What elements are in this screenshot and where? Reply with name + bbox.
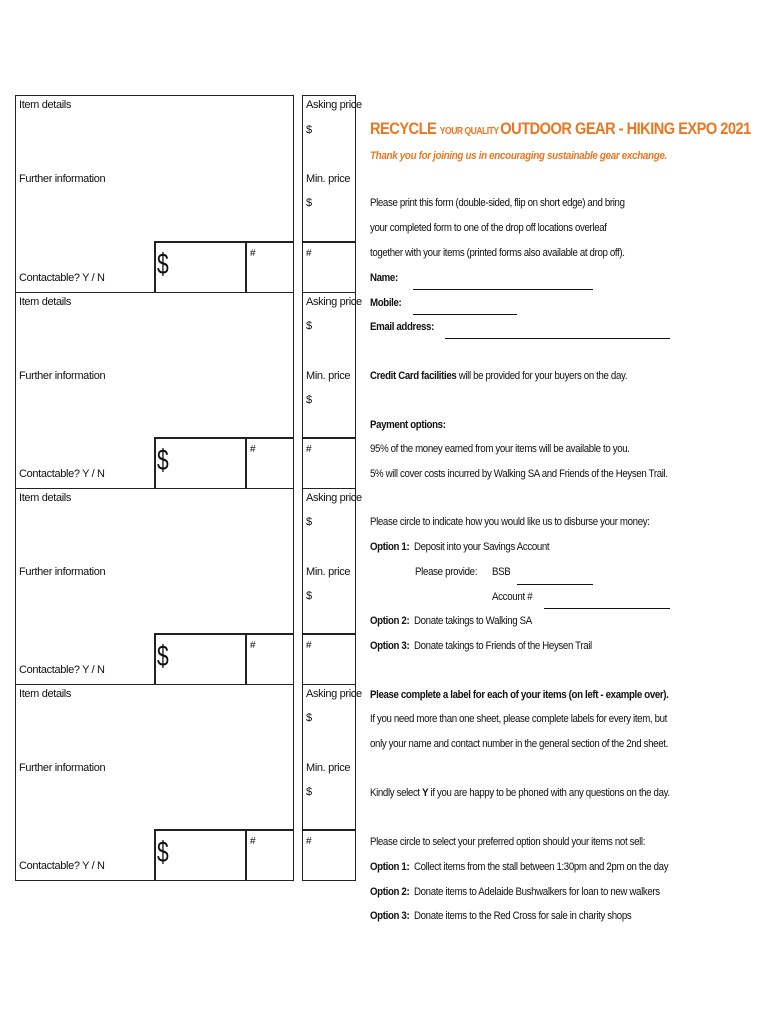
hash-label: # xyxy=(306,248,312,259)
min-price-dollar: $ xyxy=(306,590,312,602)
option-text: Donate takings to Walking SA xyxy=(413,615,532,627)
option-label: Option 3: xyxy=(370,640,410,652)
min-price-label: Min. price xyxy=(306,762,351,774)
unsold-option-3[interactable] xyxy=(370,910,631,922)
divider xyxy=(245,241,247,293)
option-text: Donate takings to Friends of the Heysen Trail xyxy=(413,640,592,652)
hash-label: # xyxy=(306,444,312,455)
option-text: Donate items to the Red Cross for sale in charity shops xyxy=(413,910,632,922)
labels-note-line: only your name and contact number in the general section of the 2nd sheet. xyxy=(370,738,668,750)
credit-card-rest: will be provided for your buyers on the day. xyxy=(456,370,628,382)
asking-price-dollar: $ xyxy=(306,516,312,528)
contactable-label: Contactable? Y / N xyxy=(19,860,105,872)
email-label: Email address: xyxy=(370,321,434,333)
divider xyxy=(154,633,156,685)
payment-line: 95% of the money earned from your items will be available to you. xyxy=(370,443,630,455)
title-part: OUTDOOR GEAR - HIKING EXPO 2021 xyxy=(500,119,751,138)
further-information-label: Further information xyxy=(19,762,106,774)
divider xyxy=(302,829,356,831)
min-price-dollar: $ xyxy=(306,786,312,798)
asking-price-label: Asking price xyxy=(306,99,362,111)
item-details-label: Item details xyxy=(19,99,72,111)
payment-line: 5% will cover costs incurred by Walking SA and Friends of the Heysen Trail. xyxy=(370,468,668,480)
intro-line: together with your items (printed forms also available at drop off). xyxy=(370,247,625,259)
bsb-field[interactable] xyxy=(517,584,593,585)
unsold-option-1[interactable] xyxy=(370,861,668,873)
email-field[interactable] xyxy=(445,338,670,339)
labels-note-heading: Please complete a label for each of your items (on left - example over). xyxy=(370,689,669,701)
price-dollar-sign: $ xyxy=(157,836,169,869)
mobile-field[interactable] xyxy=(413,314,517,315)
option-label: Option 3: xyxy=(370,910,410,922)
credit-card-note xyxy=(370,370,627,382)
min-price-dollar: $ xyxy=(306,197,312,209)
further-information-label: Further information xyxy=(19,566,106,578)
asking-price-label: Asking price xyxy=(306,688,362,700)
name-field[interactable] xyxy=(413,289,593,290)
disburse-intro: Please circle to indicate how you would like us to disburse your money: xyxy=(370,516,650,528)
title-part: RECYCLE xyxy=(370,119,440,138)
price-dollar-sign: $ xyxy=(157,248,169,281)
option-label: Option 2: xyxy=(370,615,410,627)
divider xyxy=(154,241,294,243)
divider xyxy=(245,633,247,685)
contactable-label: Contactable? Y / N xyxy=(19,272,105,284)
min-price-label: Min. price xyxy=(306,173,351,185)
disburse-option-1[interactable] xyxy=(370,541,549,553)
intro-line: Please print this form (double-sided, flip on short edge) and bring xyxy=(370,197,625,209)
page-subtitle: Thank you for joining us in encouraging sustainable gear exchange. xyxy=(370,150,667,162)
asking-price-dollar: $ xyxy=(306,712,312,724)
disburse-option-3[interactable] xyxy=(370,640,592,652)
item-details-label: Item details xyxy=(19,492,72,504)
account-label: Account # xyxy=(492,591,533,603)
payment-heading: Payment options: xyxy=(370,419,446,431)
credit-card-bold: Credit Card facilities xyxy=(370,370,457,382)
further-information-label: Further information xyxy=(19,370,106,382)
contactable-label: Contactable? Y / N xyxy=(19,468,105,480)
divider xyxy=(154,241,156,293)
price-dollar-sign: $ xyxy=(157,444,169,477)
bsb-label: BSB xyxy=(492,566,511,578)
title-part: YOUR QUALITY xyxy=(439,126,501,137)
intro-line: your completed form to one of the drop off locations overleaf xyxy=(370,222,607,234)
divider xyxy=(302,241,356,243)
item-details-label: Item details xyxy=(19,296,72,308)
divider xyxy=(302,633,356,635)
account-field[interactable] xyxy=(544,608,670,609)
asking-price-dollar: $ xyxy=(306,320,312,332)
hash-label: # xyxy=(306,640,312,651)
kindly-select-note xyxy=(370,787,670,799)
page-title xyxy=(370,119,751,139)
unsold-option-2[interactable] xyxy=(370,886,660,898)
please-provide-label: Please provide: xyxy=(415,566,478,578)
divider xyxy=(154,633,294,635)
asking-price-dollar: $ xyxy=(306,124,312,136)
min-price-label: Min. price xyxy=(306,370,351,382)
name-label: Name: xyxy=(370,272,398,284)
divider xyxy=(154,437,294,439)
unsold-intro: Please circle to select your preferred option should your items not sell: xyxy=(370,836,646,848)
kindly-text: Kindly select xyxy=(370,787,423,799)
hash-label: # xyxy=(250,640,256,651)
hash-label: # xyxy=(250,444,256,455)
mobile-label: Mobile: xyxy=(370,297,402,309)
further-information-label: Further information xyxy=(19,173,106,185)
asking-price-label: Asking price xyxy=(306,296,362,308)
min-price-dollar: $ xyxy=(306,394,312,406)
labels-note-line: If you need more than one sheet, please complete labels for every item, but xyxy=(370,713,667,725)
item-details-label: Item details xyxy=(19,688,72,700)
divider xyxy=(302,437,356,439)
option-text: Deposit into your Savings Account xyxy=(413,541,550,553)
price-dollar-sign: $ xyxy=(157,640,169,673)
disburse-option-2[interactable] xyxy=(370,615,532,627)
divider xyxy=(154,829,294,831)
contactable-label: Contactable? Y / N xyxy=(19,664,105,676)
kindly-y: Y xyxy=(422,787,429,799)
hash-label: # xyxy=(250,836,256,847)
option-label: Option 2: xyxy=(370,886,410,898)
option-text: Collect items from the stall between 1:30pm and 2pm on the day xyxy=(413,861,669,873)
option-label: Option 1: xyxy=(370,541,410,553)
divider xyxy=(154,437,156,489)
kindly-text: if you are happy to be phoned with any questions on the day. xyxy=(428,787,670,799)
asking-price-label: Asking price xyxy=(306,492,362,504)
divider xyxy=(245,437,247,489)
option-label: Option 1: xyxy=(370,861,410,873)
min-price-label: Min. price xyxy=(306,566,351,578)
hash-label: # xyxy=(306,836,312,847)
hash-label: # xyxy=(250,248,256,259)
divider xyxy=(154,829,156,881)
divider xyxy=(245,829,247,881)
option-text: Donate items to Adelaide Bushwalkers for loan to new walkers xyxy=(413,886,660,898)
